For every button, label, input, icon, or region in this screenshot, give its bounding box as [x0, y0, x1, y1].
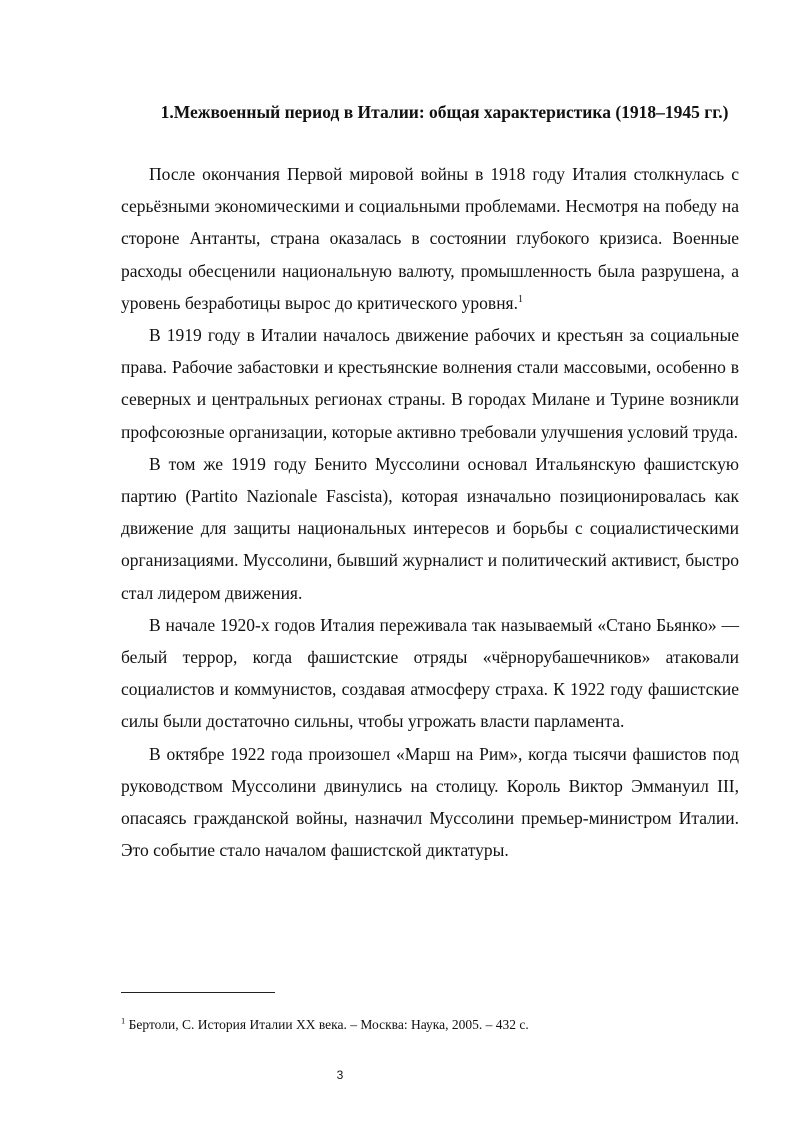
page-number: 3 [336, 1068, 344, 1082]
body-text [121, 158, 739, 866]
footnote-separator [121, 992, 275, 993]
paragraph-4-text: В начале 1920-х годов Италия переживала так называемый «Стано Бьянко» — белый террор, когда фашистские отряды «чёрнорубашечников» атаковали социалистов и коммунистов, создавая атмосферу страха. К 1922 году фашистские силы были достаточно сильны, чтобы угрожать власти парламента. [121, 614, 739, 732]
paragraph-5-text: В октябре 1922 года произошел «Марш на Рим», когда тысячи фашистов под руководством Муссолини двинулись на столицу. Король Виктор Эммануил III, опасаясь гражданской войны, назначил Муссолини премьер-министром Италии. Это событие стало началом фашистской диктатуры. [121, 743, 739, 861]
paragraph-1 [121, 158, 739, 319]
paragraph-3 [121, 448, 739, 609]
paragraph-2-text: В 1919 году в Италии началось движение рабочих и крестьян за социальные права. Рабочие забастовки и крестьянские волнения стали массовыми, особенно в северных и центральных регионах страны. В городах Милане и Турине возникли профсоюзные организации, которые активно требовали улучшения условий труда. [121, 325, 739, 442]
paragraph-4 [121, 609, 739, 738]
footnote-mark: 1 [121, 1015, 126, 1026]
footnote [121, 1016, 739, 1034]
paragraph-5 [121, 738, 739, 867]
footnote-reference[interactable]: 1 [517, 293, 523, 305]
paragraph-1-text: После окончания Первой мировой войны в 1918 году Италия столкнулась с серьёзными экономическими и социальными проблемами. Несмотря на победу на стороне Антанты, страна оказалась в состоянии глубокого кризиса. Военные расходы обесценили национальную валюту, промышленность была разрушена, а уровень безработицы вырос до критического уровня. [121, 164, 739, 313]
section-heading: 1.Межвоенный период в Италии: общая характеристика (1918–1945 гг.) [160, 102, 729, 122]
footnote-text: Бертоли, С. История Италии XX века. – Москва: Наука, 2005. – 432 с. [125, 1017, 529, 1032]
paragraph-2 [121, 319, 739, 448]
paragraph-3-text: В том же 1919 году Бенито Муссолини основал Итальянскую фашистскую партию (Partito Nazionale Fascista), которая изначально позиционировалась как движение для защиты национальных интересов и борьбы с социалистическими организациями. Муссолини, бывший журналист и политический активист, быстро стал лидером движения. [121, 453, 739, 603]
